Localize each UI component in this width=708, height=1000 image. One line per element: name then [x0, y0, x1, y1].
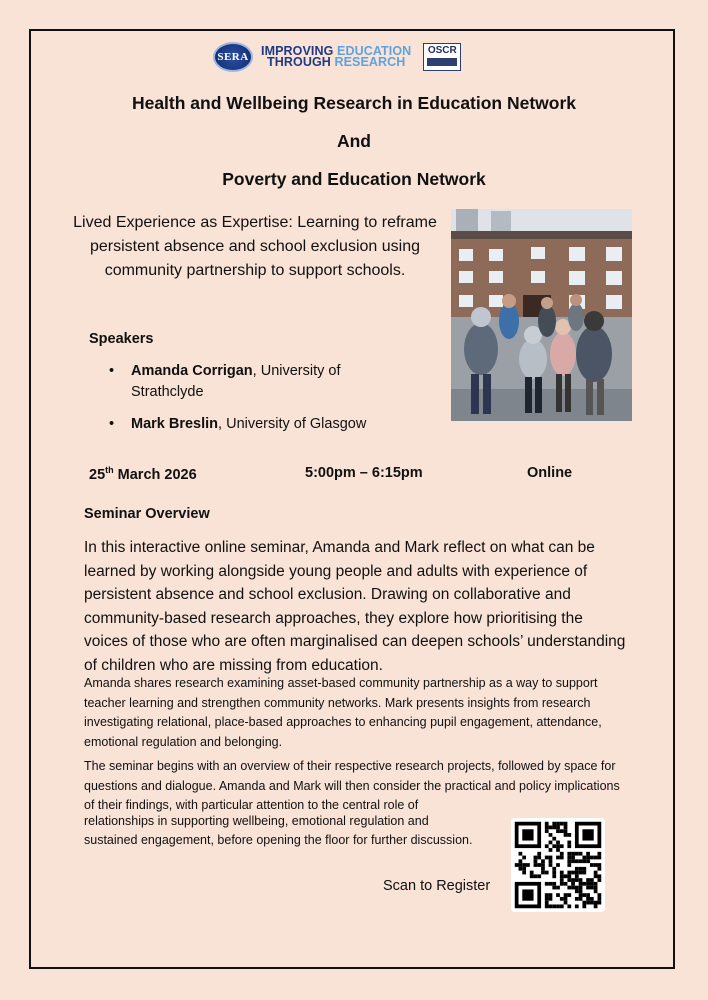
logo-row: [213, 40, 461, 74]
overview-paragraph-2: Amanda shares research examining asset-based community partnership as a way to support teacher learning and strengthen community networks. Mark presents insights from research investigating relational, place-based approaches to enhancing pupil engagement, attendance, emotional regulation and belonging.: [84, 676, 602, 749]
event-date: 25th March 2026: [89, 465, 197, 483]
speaker-affiliation: , University of Strathclyde: [131, 363, 341, 400]
overview-paragraph-4-line-1: relationships in supporting wellbeing, emotional regulation and: [84, 814, 429, 828]
bullet-icon: •: [109, 363, 115, 379]
oscr-logo: OSCR: [423, 43, 461, 71]
and-heading: And: [336, 131, 372, 151]
overview-heading: Seminar Overview: [84, 506, 210, 522]
event-location: Online: [527, 465, 573, 481]
network-heading-1: Health and Wellbeing Research in Education Network: [131, 93, 577, 113]
talk-title: Lived Experience as Expertise: Learning to reframe persistent absence and school exclusion using community partnership to support schools.: [73, 214, 437, 279]
overview-paragraph-1: In this interactive online seminar, Amanda and Mark reflect on what can be learned by working alongside young people and adults with experience of persistent absence and school exclusion. Drawing on collaborative and community-based research approaches, they explore how prioritising the voices of those who are often marginalised can deepen schools’ understanding of children who are missing from education.: [84, 539, 626, 674]
network-heading-2: Poverty and Education Network: [222, 169, 486, 189]
speaker-item: [109, 414, 391, 435]
speaker-item: [109, 361, 391, 403]
community-photo: [451, 209, 632, 421]
registration-qr-code[interactable]: [511, 818, 605, 912]
speaker-name: Amanda Corrigan: [131, 363, 253, 379]
speaker-affiliation: , University of Glasgow: [218, 416, 367, 432]
speaker-name: Mark Breslin: [131, 416, 219, 432]
overview-paragraph-4-line-2: sustained engagement, before opening the floor for further discussion.: [84, 833, 473, 847]
bullet-icon: •: [109, 416, 115, 432]
sera-logo: SERA: [213, 42, 253, 72]
overview-paragraph-3: The seminar begins with an overview of their respective research projects, followed by space for questions and dialogue. Amanda and Mark will then consider the practical and policy implications of their findings, with particular attention to the central role of: [84, 759, 620, 812]
scan-to-register-label: Scan to Register: [383, 878, 491, 894]
speakers-heading: Speakers: [89, 331, 154, 347]
sera-wordmark: IMPROVING EDUCATION THROUGH RESEARCH: [261, 44, 412, 69]
event-time: 5:00pm – 6:15pm: [305, 465, 423, 481]
